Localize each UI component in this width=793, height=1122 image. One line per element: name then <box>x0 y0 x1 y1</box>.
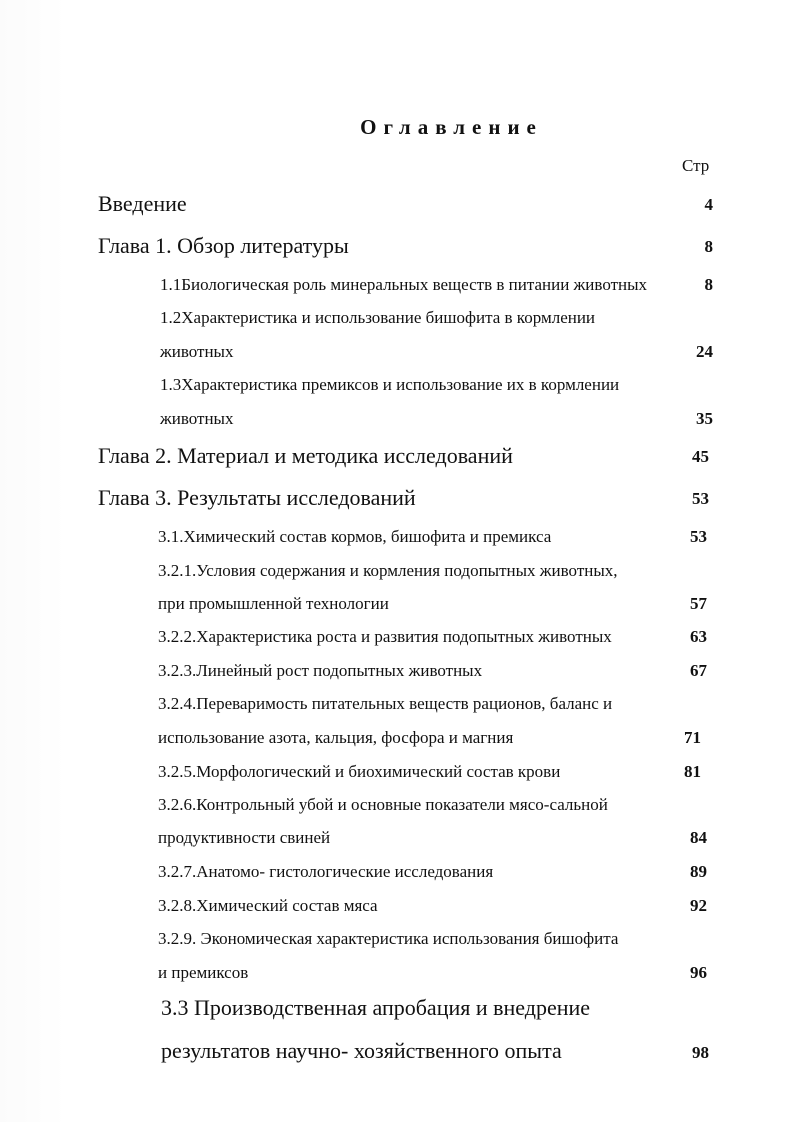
toc-entry-3-2-1[interactable]: 3.2.1.Условия содержания и кормления подопытных животных, <box>158 561 618 580</box>
toc-entry-3-3[interactable]: 3.3 Производственная апробация и внедрение <box>161 995 591 1020</box>
toc-entry-3-2-7[interactable]: 3.2.7.Анатомо- гистологические исследования <box>158 862 494 881</box>
toc-entry-1-3-cont: животных <box>160 409 234 428</box>
toc-page-3-2-2: 63 <box>690 627 707 646</box>
toc-page-1-2: 24 <box>696 342 713 361</box>
toc-entry-3-2-8[interactable]: 3.2.8.Химический состав мяса <box>158 896 378 915</box>
toc-entry-1-1[interactable]: 1.1Биологическая роль минеральных веществ в питании животных <box>160 275 648 294</box>
toc-entry-3-1[interactable]: 3.1.Химический состав кормов, бишофита и премикса <box>158 527 552 546</box>
toc-entry-chapter-1[interactable]: Глава 1. Обзор литературы <box>98 233 349 258</box>
toc-entry-3-2-9[interactable]: 3.2.9. Экономическая характеристика использования бишофита <box>158 929 619 948</box>
toc-entry-3-3-cont: результатов научно- хозяйственного опыта <box>161 1038 562 1063</box>
toc-entry-1-2[interactable]: 1.2Характеристика и использование бишофита в кормлении <box>160 308 596 327</box>
page-title: Оглавление <box>360 115 543 139</box>
toc-page-intro: 4 <box>704 195 713 214</box>
toc-page-3-2-9: 96 <box>690 963 707 982</box>
toc-page-1-1: 8 <box>704 275 713 294</box>
toc-page-chapter-2: 45 <box>692 447 709 466</box>
toc-page-3-2-7: 89 <box>690 862 707 881</box>
toc-entry-3-2-2[interactable]: 3.2.2.Характеристика роста и развития подопытных животных <box>158 627 612 646</box>
toc-page-3-2-3: 67 <box>690 661 707 680</box>
toc-entry-3-2-6-cont: продуктивности свиней <box>158 828 331 847</box>
toc-entry-3-2-4-cont: использование азота, кальция, фосфора и магния <box>158 728 514 747</box>
toc-page-3-1: 53 <box>690 527 707 546</box>
toc-page-3-2-4: 71 <box>684 728 701 747</box>
toc-entry-3-2-5[interactable]: 3.2.5.Морфологический и биохимический состав крови <box>158 762 561 781</box>
toc-entry-3-2-4[interactable]: 3.2.4.Переваримость питательных веществ рационов, баланс и <box>158 694 613 713</box>
toc-entry-3-2-6[interactable]: 3.2.6.Контрольный убой и основные показатели мясо-сальной <box>158 795 608 814</box>
toc-entry-3-2-9-cont: и премиксов <box>158 963 249 982</box>
toc-page-3-3: 98 <box>692 1043 709 1062</box>
toc-entry-chapter-3[interactable]: Глава 3. Результаты исследований <box>98 485 416 510</box>
toc-entry-1-3[interactable]: 1.3Характеристика премиксов и использование их в кормлении <box>160 375 620 394</box>
toc-page-chapter-1: 8 <box>704 237 713 256</box>
toc-page-3-2-6: 84 <box>690 828 707 847</box>
toc-page-1-3: 35 <box>696 409 713 428</box>
toc-page-chapter-3: 53 <box>692 489 709 508</box>
toc-entry-chapter-2[interactable]: Глава 2. Материал и методика исследований <box>98 443 513 468</box>
toc-page-3-2-5: 81 <box>684 762 701 781</box>
page-column-header: Стр <box>682 156 710 175</box>
toc-entry-intro[interactable]: Введение <box>98 191 187 216</box>
toc-page-3-2-8: 92 <box>690 896 707 915</box>
toc-page-3-2-1: 57 <box>690 594 707 613</box>
toc-entry-3-2-1-cont: при промышленной технологии <box>158 594 389 613</box>
scan-shadow <box>0 0 66 1122</box>
toc-entry-3-2-3[interactable]: 3.2.3.Линейный рост подопытных животных <box>158 661 483 680</box>
toc-entry-1-2-cont: животных <box>160 342 234 361</box>
